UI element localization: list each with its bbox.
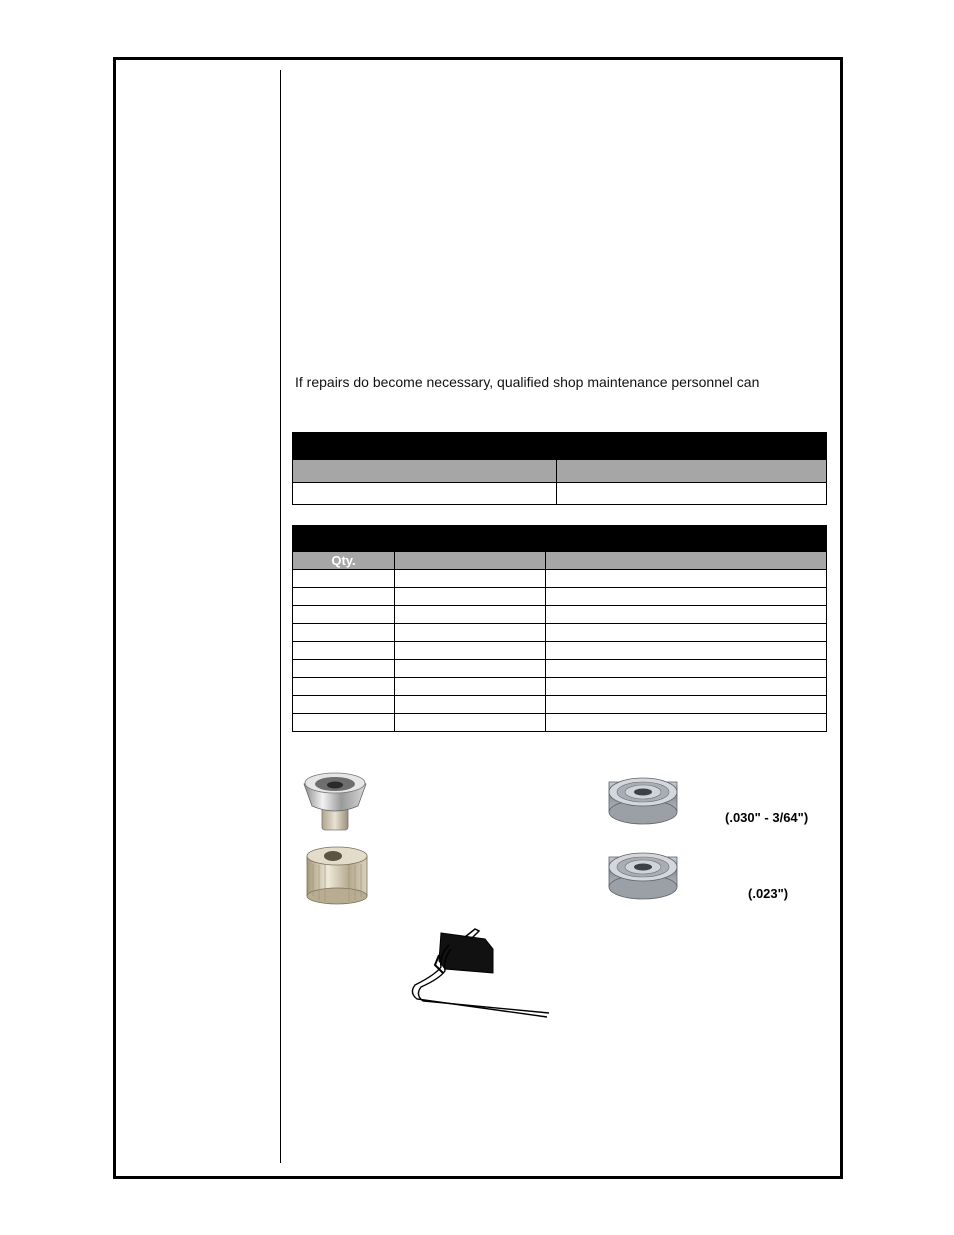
parts-table-header-cell xyxy=(546,552,827,570)
bearing-roller-icon xyxy=(605,843,681,903)
service-table-cell xyxy=(293,483,557,505)
margin-rule xyxy=(280,70,281,1163)
table-row xyxy=(293,588,827,606)
intro-paragraph: If repairs do become necessary, qualified shop maintenance personnel can xyxy=(295,374,760,390)
service-table-header-cell xyxy=(557,460,827,483)
table-row xyxy=(293,624,827,642)
table-row xyxy=(293,714,827,732)
parts-table xyxy=(292,525,827,732)
table-row xyxy=(293,678,827,696)
knurled-nut-icon xyxy=(303,842,371,906)
table-row xyxy=(293,696,827,714)
micro-switch-icon xyxy=(405,925,555,1020)
parts-table-header-cell xyxy=(395,552,546,570)
service-table-title-bar xyxy=(293,433,827,460)
roller-size-caption: (.023") xyxy=(748,886,789,901)
service-table-header-cell xyxy=(293,460,557,483)
parts-table-title-bar xyxy=(293,526,827,552)
table-row xyxy=(293,642,827,660)
service-table-cell xyxy=(557,483,827,505)
qty-column-header: Qty. xyxy=(293,552,395,570)
bearing-roller-icon xyxy=(605,768,681,828)
roller-size-caption: (.030" - 3/64") xyxy=(725,810,809,825)
table-row xyxy=(293,606,827,624)
service-table xyxy=(292,432,827,505)
table-row xyxy=(293,570,827,588)
cone-guide-icon xyxy=(300,766,370,834)
table-row xyxy=(293,660,827,678)
